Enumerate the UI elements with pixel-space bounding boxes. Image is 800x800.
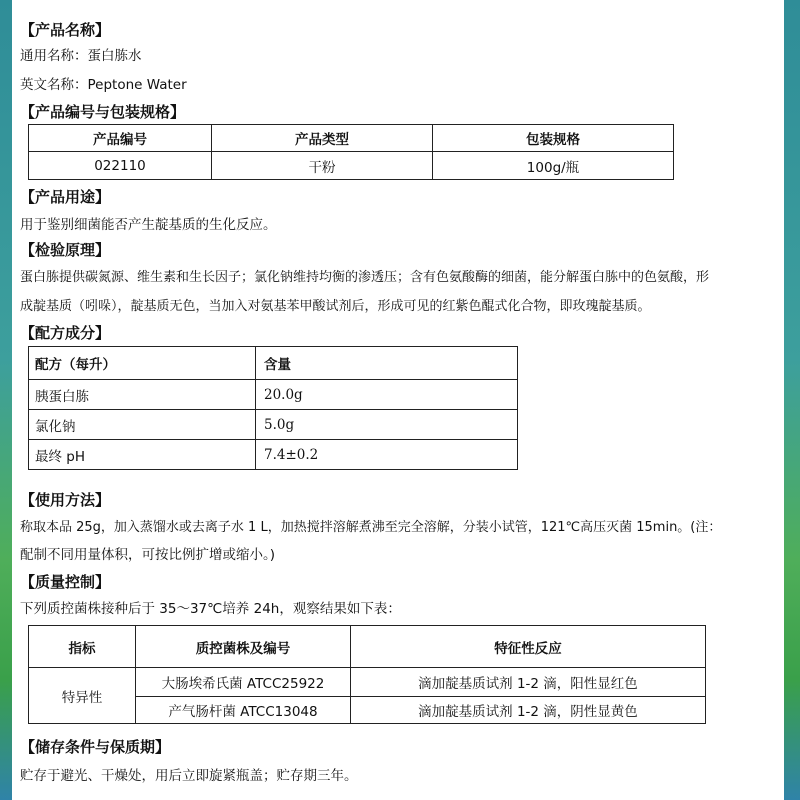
- cell-reaction: 滴加靛基质试剂 1-2 滴，阴性显黄色: [351, 697, 706, 724]
- header-product-type: 产品类型: [212, 125, 433, 152]
- product-code-title: 【产品编号与包装规格】: [20, 103, 186, 121]
- cell-ingredient: 胰蛋白胨: [29, 380, 256, 410]
- storage-title: 【储存条件与保质期】: [20, 738, 171, 756]
- header-package-spec: 包装规格: [433, 125, 674, 152]
- header-formula: 配方（每升）: [29, 347, 256, 380]
- table-header-row: [29, 347, 518, 380]
- cell-strain: 产气肠杆菌 ATCC13048: [136, 697, 351, 724]
- cell-ingredient: 氯化钠: [29, 410, 256, 440]
- qc-table: [28, 625, 706, 724]
- header-indicator: 指标: [29, 626, 136, 668]
- cell-package-spec: 100g/瓶: [433, 152, 674, 180]
- formula-table: [28, 346, 518, 470]
- header-product-code: 产品编号: [29, 125, 212, 152]
- principle-line-1: 蛋白胨提供碳氮源、维生素和生长因子；氯化钠维持均衡的渗透压；含有色氨酸酶的细菌，能分解蛋白胨中的色氨酸，形: [20, 270, 710, 285]
- table-row: [29, 410, 518, 440]
- usage-text: 用于鉴别细菌能否产生靛基质的生化反应。: [20, 217, 277, 233]
- method-line-1: 称取本品 25g，加入蒸馏水或去离子水 1 L，加热搅拌溶解煮沸至完全溶解，分装小试管，121℃高压灭菌 15min。(注：: [20, 520, 722, 535]
- table-header-row: [29, 125, 674, 152]
- method-title: 【使用方法】: [20, 491, 111, 509]
- product-code-table: [28, 124, 674, 180]
- cell-amount: 20.0g: [256, 380, 518, 410]
- cell-amount: 5.0g: [256, 410, 518, 440]
- document-page: [12, 0, 784, 800]
- table-row: [29, 152, 674, 180]
- formula-title: 【配方成分】: [20, 324, 111, 342]
- table-row: [29, 440, 518, 470]
- table-row: [29, 380, 518, 410]
- cell-ingredient: 最终 pH: [29, 440, 256, 470]
- usage-title: 【产品用途】: [20, 188, 111, 206]
- principle-line-2: 成靛基质（吲哚），靛基质无色，当加入对氨基苯甲酸试剂后，形成可见的红紫色醌式化合物，即玫瑰靛基质。: [20, 299, 651, 314]
- table-header-row: [29, 626, 706, 668]
- principle-title: 【检验原理】: [20, 241, 111, 259]
- cell-product-code: 022110: [29, 152, 212, 180]
- product-name-title: 【产品名称】: [20, 21, 111, 39]
- cell-reaction: 滴加靛基质试剂 1-2 滴，阳性显红色: [351, 668, 706, 697]
- qc-title: 【质量控制】: [20, 573, 111, 591]
- cell-indicator: 特异性: [29, 668, 136, 724]
- english-name: 英文名称：Peptone Water: [20, 77, 187, 93]
- table-row: [29, 668, 706, 697]
- header-reaction: 特征性反应: [351, 626, 706, 668]
- cell-product-type: 干粉: [212, 152, 433, 180]
- header-amount: 含量: [256, 347, 518, 380]
- qc-intro: 下列质控菌株接种后于 35～37℃培养 24h，观察结果如下表：: [20, 601, 401, 617]
- method-line-2: 配制不同用量体积，可按比例扩增或缩小。): [20, 547, 276, 563]
- cell-strain: 大肠埃希氏菌 ATCC25922: [136, 668, 351, 697]
- header-strain: 质控菌株及编号: [136, 626, 351, 668]
- storage-text: 贮存于避光、干燥处，用后立即旋紧瓶盖；贮存期三年。: [20, 768, 358, 784]
- cell-amount: 7.4±0.2: [256, 440, 518, 470]
- generic-name: 通用名称：蛋白胨水: [20, 48, 142, 64]
